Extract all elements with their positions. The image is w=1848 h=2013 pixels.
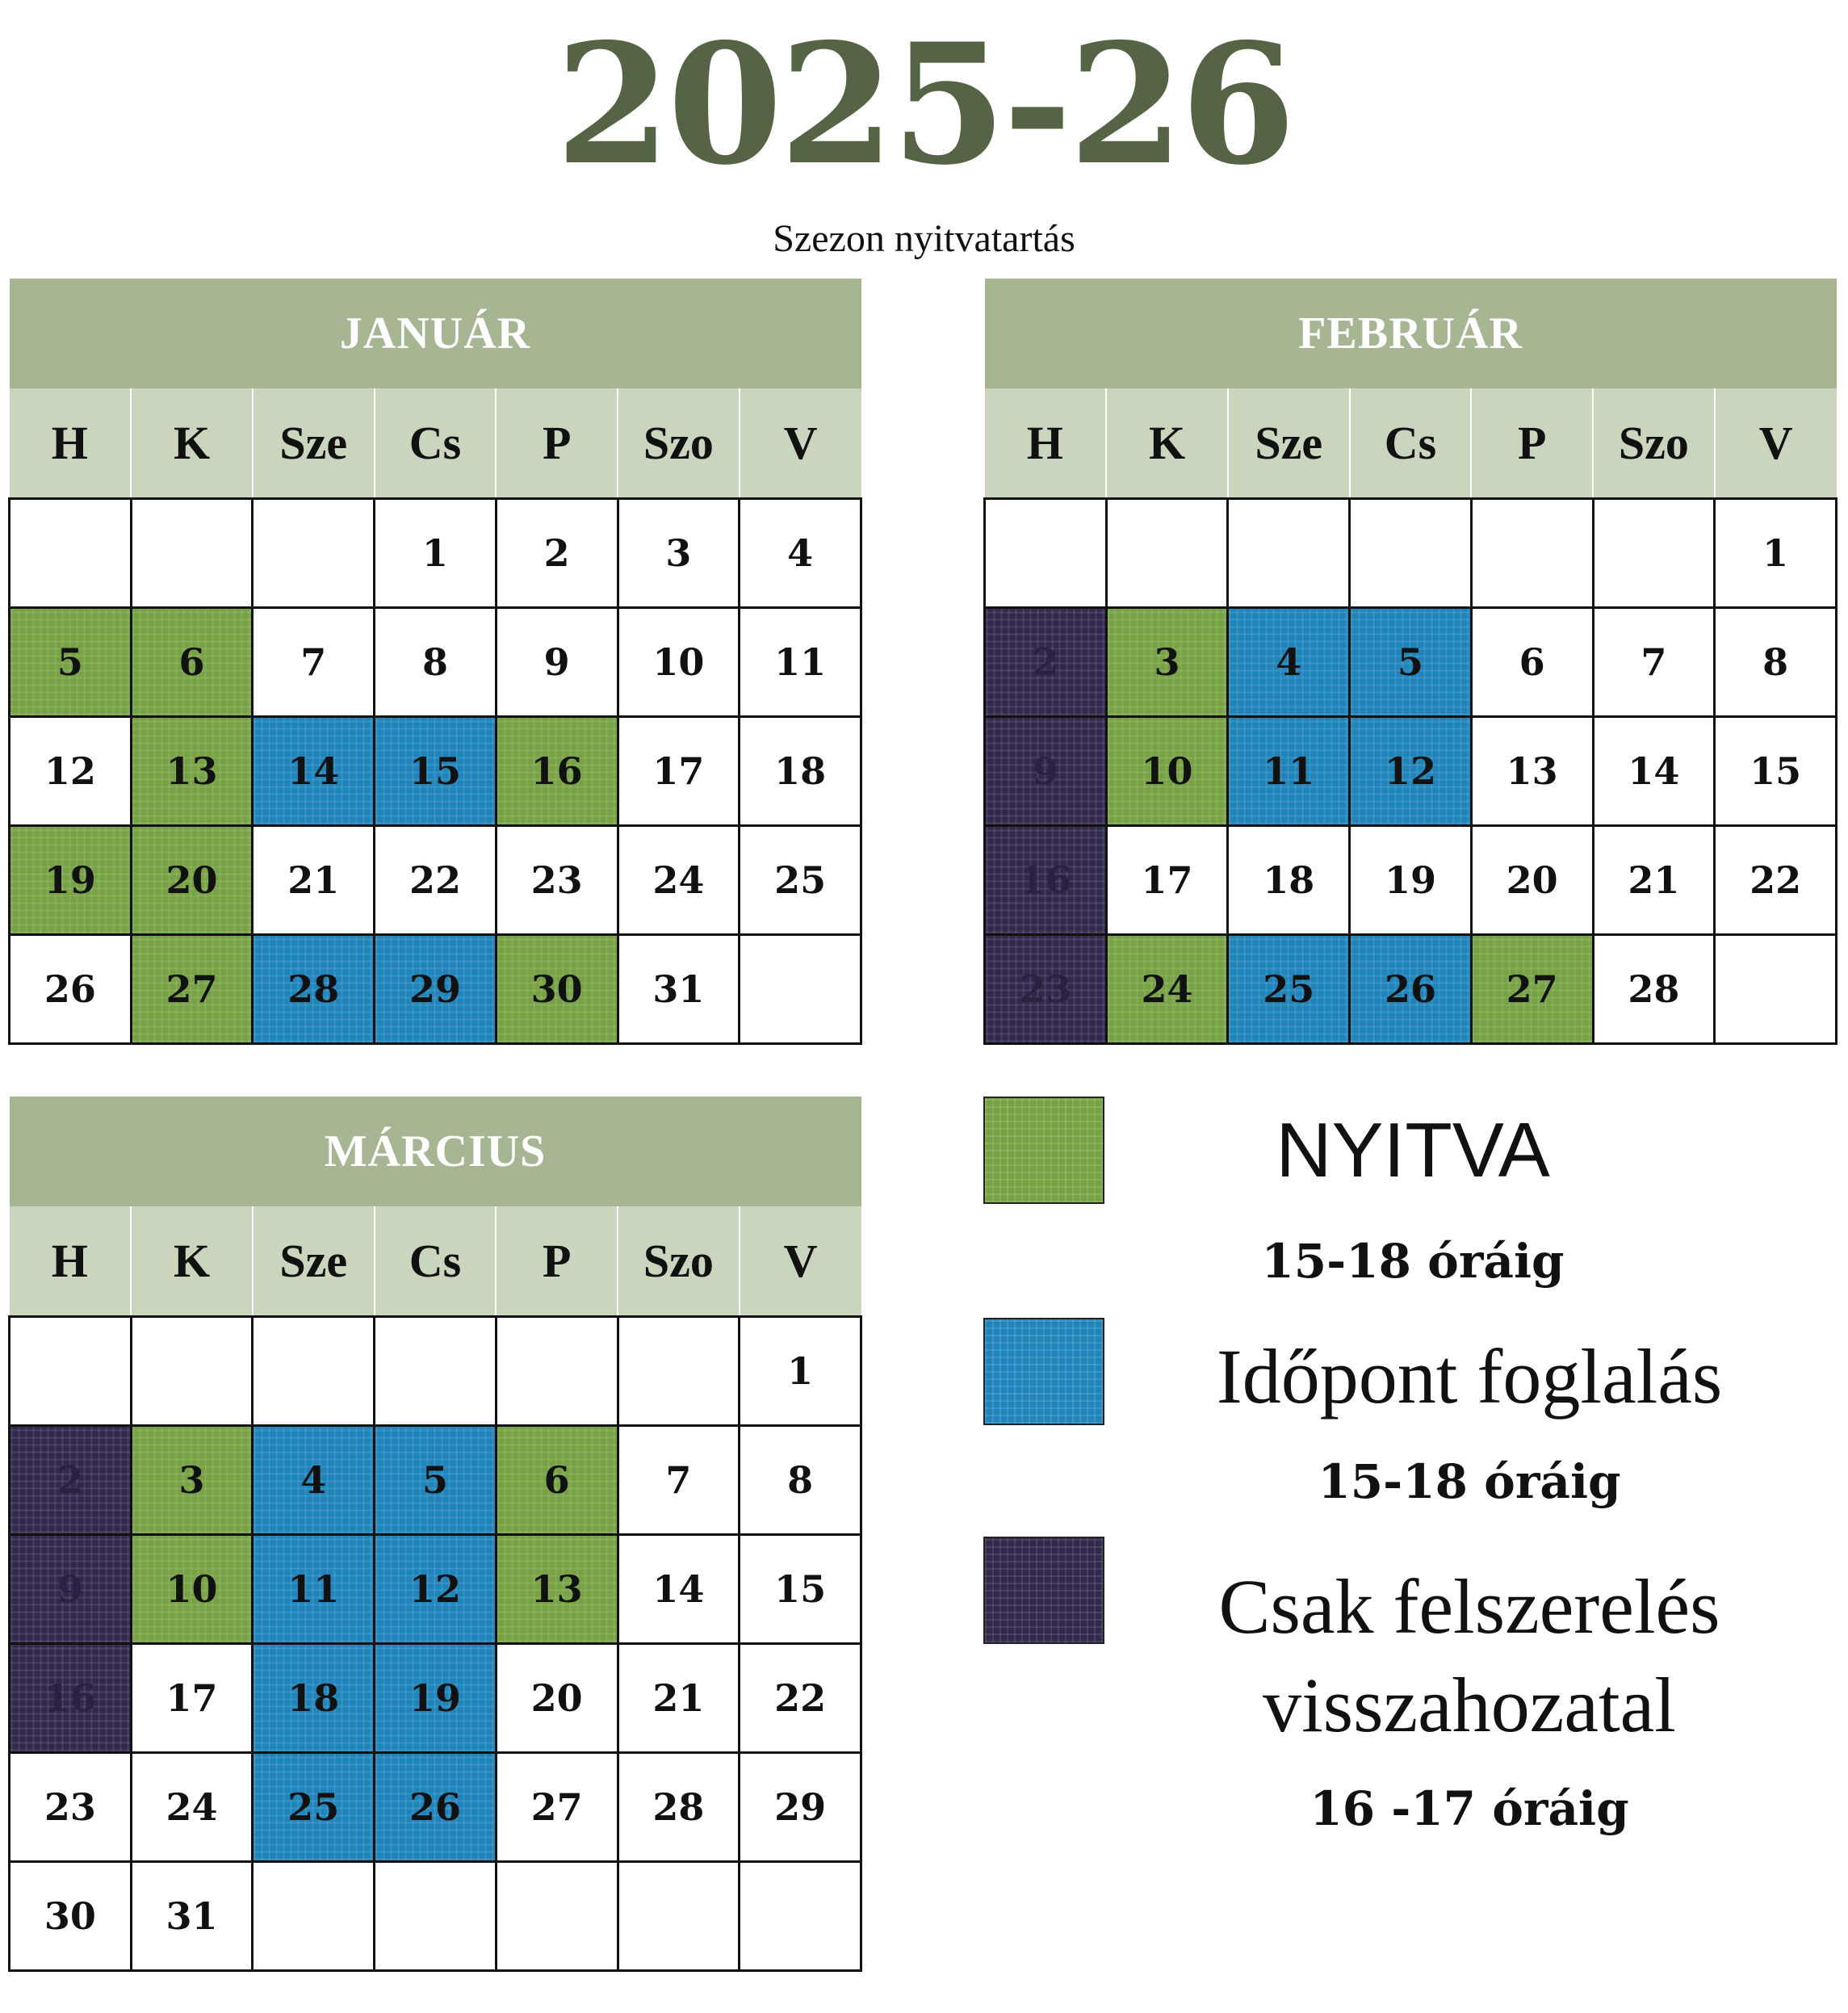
legend-hours-booking: 15-18 óráig xyxy=(1318,1454,1621,1509)
month-name: MÁRCIUS xyxy=(10,1097,861,1206)
day-cell: 12 xyxy=(375,1534,497,1643)
week-row xyxy=(985,934,1837,1043)
day-cell: 6 xyxy=(131,607,253,716)
weekday-label: P xyxy=(1471,388,1593,498)
empty-day-cell xyxy=(131,1316,253,1425)
weekday-label: V xyxy=(1715,388,1837,498)
empty-day-cell xyxy=(1228,498,1350,607)
day-cell: 15 xyxy=(740,1534,861,1643)
day-cell: 18 xyxy=(253,1643,375,1752)
weekday-label: H xyxy=(51,1234,88,1287)
week-row xyxy=(985,607,1837,716)
day-cell: 9 xyxy=(985,716,1107,825)
day-cell: 28 xyxy=(253,934,375,1043)
day-cell: 16 xyxy=(985,825,1107,934)
day-cell: 25 xyxy=(740,825,861,934)
day-cell: 3 xyxy=(1106,607,1228,716)
legend-hours-setup: 16 -17 óráig xyxy=(1310,1781,1629,1836)
day-cell: 5 xyxy=(1350,607,1472,716)
day-cell: 30 xyxy=(496,934,618,1043)
day-cell: 10 xyxy=(618,607,740,716)
week-row xyxy=(985,716,1837,825)
weekday-label: K xyxy=(131,388,253,498)
day-cell: 29 xyxy=(740,1752,861,1861)
year-title: 2025-26 xyxy=(555,8,1293,202)
empty-day-cell xyxy=(375,1316,497,1425)
day-cell: 23 xyxy=(985,934,1107,1043)
day-cell: 15 xyxy=(1715,716,1837,825)
legend-label-setup-line1: Csak felszerelés xyxy=(1218,1563,1720,1650)
week-row xyxy=(985,498,1837,607)
weekday-label: V xyxy=(740,388,861,498)
empty-day-cell xyxy=(1106,498,1228,607)
day-cell: 7 xyxy=(1593,607,1715,716)
weekday-label: Szo xyxy=(618,388,740,498)
week-row xyxy=(10,1861,861,1970)
weekday-label: Szo xyxy=(618,1206,740,1316)
month-name: JANUÁR xyxy=(10,279,861,388)
day-cell: 9 xyxy=(496,607,618,716)
weekday-label: V xyxy=(740,1206,861,1316)
day-cell: 10 xyxy=(1106,716,1228,825)
day-cell: 4 xyxy=(740,498,861,607)
day-cell: 8 xyxy=(375,607,497,716)
weekday-header-row xyxy=(10,388,861,498)
day-cell: 18 xyxy=(1228,825,1350,934)
week-row xyxy=(10,825,861,934)
weekday-label: K xyxy=(131,1206,253,1316)
day-cell: 12 xyxy=(10,716,132,825)
day-cell: 17 xyxy=(1106,825,1228,934)
day-cell: 26 xyxy=(375,1752,497,1861)
day-cell: 24 xyxy=(618,825,740,934)
empty-day-cell xyxy=(740,934,861,1043)
day-cell: 17 xyxy=(131,1643,253,1752)
calendar-march xyxy=(8,1097,862,1972)
week-row xyxy=(10,1316,861,1425)
empty-day-cell xyxy=(10,1316,132,1425)
day-cell: 13 xyxy=(131,716,253,825)
day-cell: 15 xyxy=(375,716,497,825)
calendar-february xyxy=(983,279,1838,1045)
empty-day-cell xyxy=(10,498,132,607)
empty-day-cell xyxy=(375,1861,497,1970)
week-row xyxy=(985,825,1837,934)
month-name: FEBRUÁR xyxy=(985,279,1837,388)
legend-hours-open: 15-18 óráig xyxy=(1261,1234,1565,1289)
weekday-label: Szo xyxy=(1593,388,1715,498)
day-cell: 6 xyxy=(1471,607,1593,716)
day-cell: 21 xyxy=(618,1643,740,1752)
day-cell: 17 xyxy=(618,716,740,825)
day-cell: 1 xyxy=(740,1316,861,1425)
day-cell: 20 xyxy=(131,825,253,934)
day-cell: 29 xyxy=(375,934,497,1043)
empty-day-cell xyxy=(1471,498,1593,607)
week-row xyxy=(10,498,861,607)
legend-swatch-setup xyxy=(983,1537,1104,1644)
weekday-label: P xyxy=(496,1206,618,1316)
day-cell: 6 xyxy=(496,1425,618,1534)
empty-day-cell xyxy=(618,1861,740,1970)
day-cell: 16 xyxy=(496,716,618,825)
day-cell: 13 xyxy=(1471,716,1593,825)
day-cell: 19 xyxy=(375,1643,497,1752)
empty-day-cell xyxy=(253,1316,375,1425)
day-cell: 24 xyxy=(1106,934,1228,1043)
day-cell: 11 xyxy=(740,607,861,716)
week-row xyxy=(10,1534,861,1643)
week-row xyxy=(10,1425,861,1534)
day-cell: 23 xyxy=(10,1752,132,1861)
day-cell: 5 xyxy=(10,607,132,716)
day-cell: 27 xyxy=(131,934,253,1043)
day-cell: 16 xyxy=(10,1643,132,1752)
day-cell: 12 xyxy=(1350,716,1472,825)
day-cell: 21 xyxy=(253,825,375,934)
day-cell: 4 xyxy=(253,1425,375,1534)
day-cell: 7 xyxy=(618,1425,740,1534)
empty-day-cell xyxy=(985,498,1107,607)
day-cell: 8 xyxy=(1715,607,1837,716)
week-row xyxy=(10,1643,861,1752)
legend-label-setup-line2: visszahozatal xyxy=(1263,1662,1676,1748)
day-cell: 1 xyxy=(375,498,497,607)
day-cell: 7 xyxy=(253,607,375,716)
legend-swatch-open xyxy=(983,1097,1104,1204)
day-cell: 8 xyxy=(740,1425,861,1534)
day-cell: 11 xyxy=(253,1534,375,1643)
day-cell: 22 xyxy=(375,825,497,934)
day-cell: 3 xyxy=(618,498,740,607)
legend-label-booking: Időpont foglalás xyxy=(1216,1333,1723,1420)
day-cell: 1 xyxy=(1715,498,1837,607)
day-cell: 19 xyxy=(1350,825,1472,934)
day-cell: 14 xyxy=(618,1534,740,1643)
empty-day-cell xyxy=(253,1861,375,1970)
day-cell: 20 xyxy=(1471,825,1593,934)
day-cell: 14 xyxy=(253,716,375,825)
day-cell: 14 xyxy=(1593,716,1715,825)
day-cell: 22 xyxy=(740,1643,861,1752)
day-cell: 27 xyxy=(496,1752,618,1861)
empty-day-cell xyxy=(618,1316,740,1425)
day-cell: 31 xyxy=(131,1861,253,1970)
empty-day-cell xyxy=(131,498,253,607)
day-cell: 22 xyxy=(1715,825,1837,934)
weekday-header-row xyxy=(985,388,1837,498)
day-cell: 13 xyxy=(496,1534,618,1643)
weekday-label: Sze xyxy=(253,388,375,498)
day-cell: 10 xyxy=(131,1534,253,1643)
weekday-header-row xyxy=(10,1206,861,1316)
weekday-label: Cs xyxy=(375,388,497,498)
weekday-label: P xyxy=(496,388,618,498)
day-cell: 5 xyxy=(375,1425,497,1534)
day-cell: 28 xyxy=(1593,934,1715,1043)
legend-label-open: NYITVA xyxy=(1276,1107,1550,1193)
day-cell: 3 xyxy=(131,1425,253,1534)
empty-day-cell xyxy=(740,1861,861,1970)
day-cell: 2 xyxy=(496,498,618,607)
day-cell: 2 xyxy=(985,607,1107,716)
empty-day-cell xyxy=(496,1861,618,1970)
empty-day-cell xyxy=(1593,498,1715,607)
weekday-label: K xyxy=(1106,388,1228,498)
weekday-label: Sze xyxy=(1228,388,1350,498)
empty-day-cell xyxy=(253,498,375,607)
weekday-label: H xyxy=(1026,416,1063,469)
day-cell: 4 xyxy=(1228,607,1350,716)
empty-day-cell xyxy=(1350,498,1472,607)
day-cell: 25 xyxy=(1228,934,1350,1043)
week-row xyxy=(10,934,861,1043)
day-cell: 30 xyxy=(10,1861,132,1970)
day-cell: 18 xyxy=(740,716,861,825)
legend-swatch-booking xyxy=(983,1318,1104,1425)
week-row xyxy=(10,607,861,716)
day-cell: 31 xyxy=(618,934,740,1043)
weekday-label: Sze xyxy=(253,1206,375,1316)
day-cell: 9 xyxy=(10,1534,132,1643)
day-cell: 27 xyxy=(1471,934,1593,1043)
day-cell: 26 xyxy=(10,934,132,1043)
day-cell: 24 xyxy=(131,1752,253,1861)
week-row xyxy=(10,716,861,825)
day-cell: 26 xyxy=(1350,934,1472,1043)
empty-day-cell xyxy=(496,1316,618,1425)
day-cell: 11 xyxy=(1228,716,1350,825)
page-subtitle: Szezon nyitvatartás xyxy=(773,217,1075,260)
day-cell: 23 xyxy=(496,825,618,934)
day-cell: 28 xyxy=(618,1752,740,1861)
weekday-label: Cs xyxy=(375,1206,497,1316)
day-cell: 19 xyxy=(10,825,132,934)
weekday-label: Cs xyxy=(1350,388,1472,498)
week-row xyxy=(10,1752,861,1861)
day-cell: 25 xyxy=(253,1752,375,1861)
day-cell: 2 xyxy=(10,1425,132,1534)
weekday-label: H xyxy=(51,416,88,469)
empty-day-cell xyxy=(1715,934,1837,1043)
calendar-january xyxy=(8,279,862,1045)
day-cell: 20 xyxy=(496,1643,618,1752)
day-cell: 21 xyxy=(1593,825,1715,934)
